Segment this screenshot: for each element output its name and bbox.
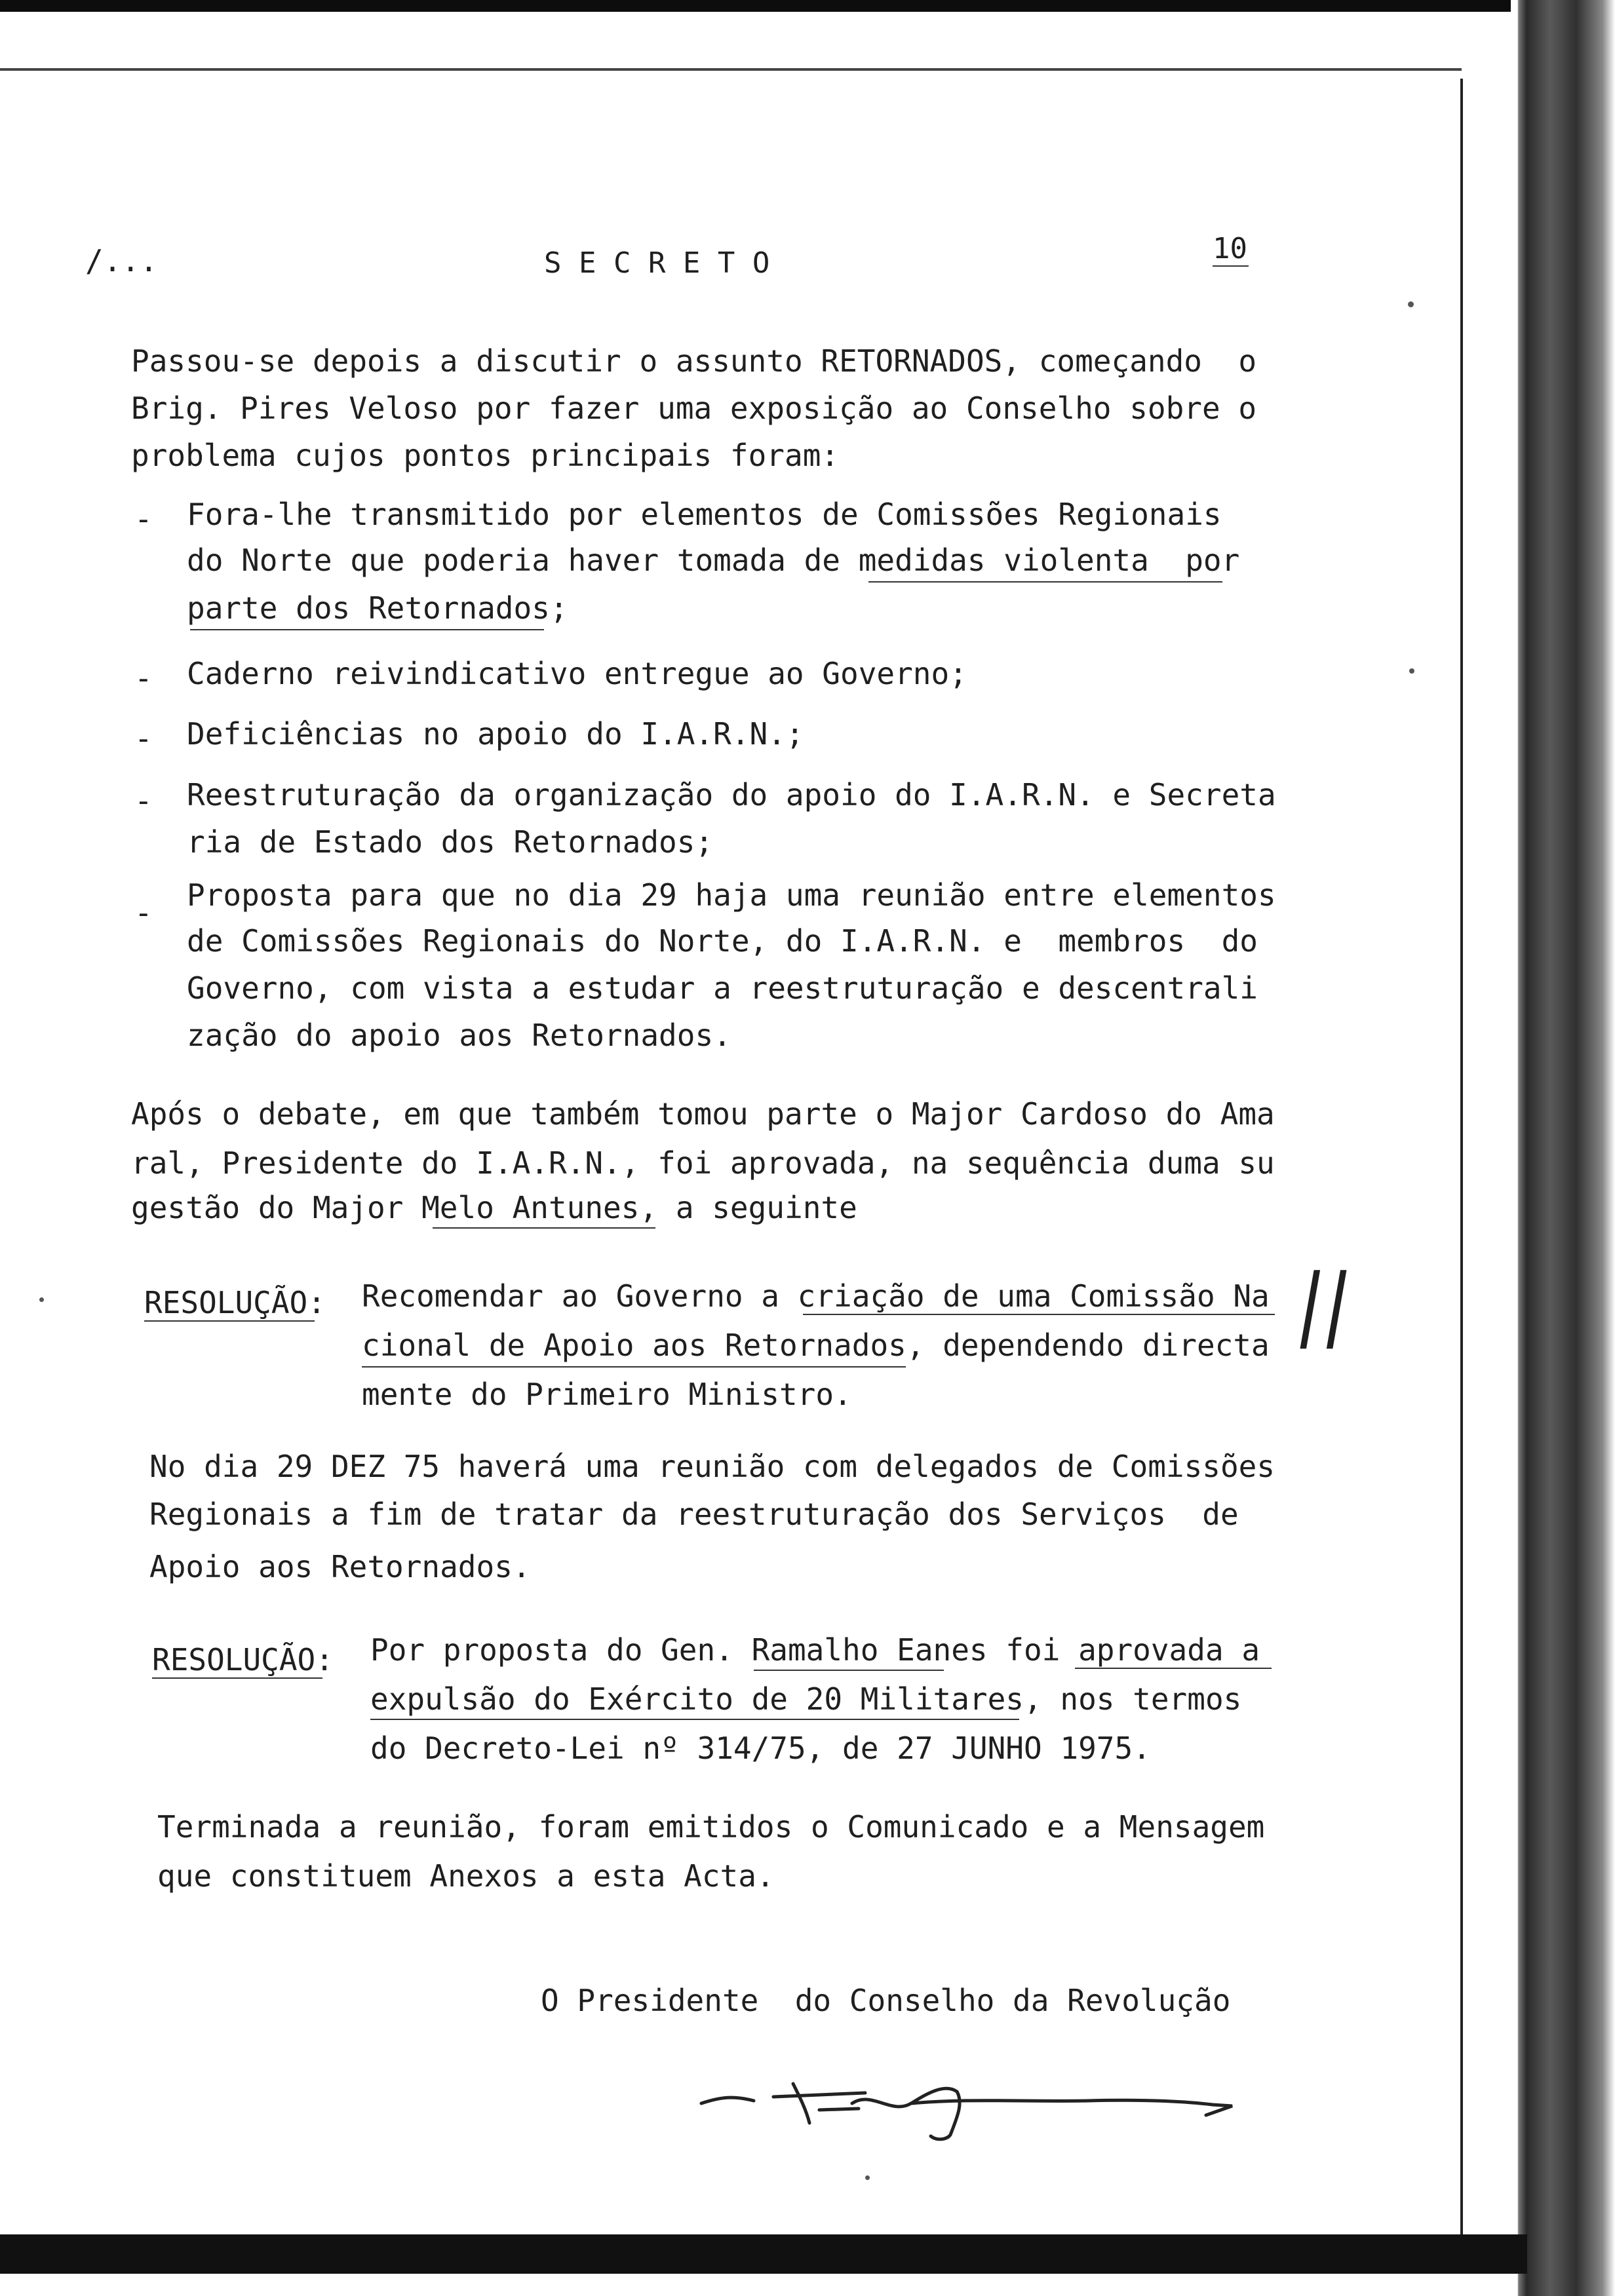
underline-parte-dos-retornados xyxy=(190,629,544,630)
bullet-marker: - xyxy=(134,660,153,696)
scan-speck xyxy=(1409,668,1414,674)
bullet-5-line-2: de Comissões Regionais do Norte, do I.A.R.N. e membros do xyxy=(187,923,1258,959)
bullet-marker: - xyxy=(134,721,153,756)
underline-criacao-comissao xyxy=(803,1314,1275,1315)
intro-line-3: problema cujos pontos principais foram: xyxy=(131,438,840,473)
debate-line-3: gestão do Major Melo Antunes, a seguinte xyxy=(131,1190,857,1225)
bullet-5-line-1: Proposta para que no dia 29 haja uma reunião entre elementos xyxy=(187,877,1276,913)
resolution-2-line-1: Por proposta do Gen. Ramalho Eanes foi aprovada a xyxy=(370,1632,1260,1668)
scan-speck xyxy=(1408,301,1414,307)
bullet-1-line-2: do Norte que poderia haver tomada de medidas violenta por xyxy=(187,543,1240,578)
bullet-4-line-1: Reestruturação da organização do apoio do I.A.R.N. e Secreta xyxy=(187,777,1276,813)
closing-line-1: Terminada a reunião, foram emitidos o Comunicado e a Mensagem xyxy=(157,1809,1265,1845)
bullet-1-line-3: parte dos Retornados; xyxy=(187,590,568,626)
scan-right-edge xyxy=(1511,0,1615,2296)
resolution-2-line-2: expulsão do Exército de 20 Militares, nos termos xyxy=(370,1681,1242,1717)
resolution-1-line-2: cional de Apoio aos Retornados, dependendo directa xyxy=(362,1328,1270,1363)
underline-nacional-apoio xyxy=(362,1366,906,1368)
bullet-1-line-1: Fora-lhe transmitido por elementos de Comissões Regionais xyxy=(187,497,1222,532)
bullet-marker: - xyxy=(134,895,153,930)
bullet-4-line-2: ria de Estado dos Retornados; xyxy=(187,824,714,860)
page-number-underline xyxy=(1213,265,1249,267)
scan-top-edge xyxy=(0,0,1615,12)
scan-bottom-edge xyxy=(0,2234,1527,2274)
meeting-line-2: Regionais a fim de tratar da reestruturação dos Serviços de xyxy=(149,1497,1239,1532)
bullet-2-line-1: Caderno reivindicativo entregue ao Governo; xyxy=(187,656,967,691)
underline-aprovada-a xyxy=(1075,1668,1272,1669)
underline-ramalho-eanes xyxy=(754,1670,944,1671)
intro-line-2: Brig. Pires Veloso por fazer uma exposição ao Conselho sobre o xyxy=(131,391,1257,426)
underline-expulsao xyxy=(370,1719,1019,1720)
classification-heading: S E C R E T O xyxy=(544,246,770,280)
scan-speck xyxy=(865,2175,870,2180)
closing-line-2: que constituem Anexos a esta Acta. xyxy=(157,1858,775,1894)
resolution-1-line-1: Recomendar ao Governo a criação de uma Comissão Na xyxy=(362,1278,1270,1314)
bullet-5-line-3: Governo, com vista a estudar a reestruturação e descentrali xyxy=(187,970,1258,1006)
margin-mark: || xyxy=(1289,1258,1359,1349)
bullet-marker: - xyxy=(134,783,153,818)
meeting-line-1: No dia 29 DEZ 75 haverá uma reunião com delegados de Comissões xyxy=(149,1449,1275,1484)
intro-line-1: Passou-se depois a discutir o assunto RETORNADOS, começando o xyxy=(131,343,1257,379)
underline-melo-antunes xyxy=(433,1227,655,1229)
resolution-2-label: RESOLUÇÃO: xyxy=(152,1642,334,1677)
debate-line-2: ral, Presidente do I.A.R.N., foi aprovada, na sequência duma su xyxy=(131,1145,1275,1181)
scan-top-rule xyxy=(0,68,1462,71)
resolution-1-label-underline xyxy=(144,1320,315,1322)
handwritten-signature xyxy=(695,2057,1239,2143)
continuation-marker: /... xyxy=(85,243,158,278)
bullet-5-line-4: zação do apoio aos Retornados. xyxy=(187,1018,731,1053)
page-number: 10 xyxy=(1213,232,1247,265)
scan-speck xyxy=(39,1297,44,1302)
resolution-1-line-3: mente do Primeiro Ministro. xyxy=(362,1377,852,1412)
meeting-line-3: Apoio aos Retornados. xyxy=(149,1549,531,1584)
bullet-marker: - xyxy=(134,501,153,537)
resolution-1-label: RESOLUÇÃO: xyxy=(144,1285,326,1320)
debate-line-1: Após o debate, em que também tomou parte o Major Cardoso do Ama xyxy=(131,1096,1275,1132)
scan-right-rule xyxy=(1460,79,1463,2234)
signature-title: O Presidente do Conselho da Revolução xyxy=(541,1983,1231,2018)
resolution-2-label-underline xyxy=(152,1677,322,1679)
resolution-2-line-3: do Decreto-Lei nº 314/75, de 27 JUNHO 1975. xyxy=(370,1731,1151,1766)
underline-medidas-violenta xyxy=(868,581,1222,583)
bullet-3-line-1: Deficiências no apoio do I.A.R.N.; xyxy=(187,716,804,752)
